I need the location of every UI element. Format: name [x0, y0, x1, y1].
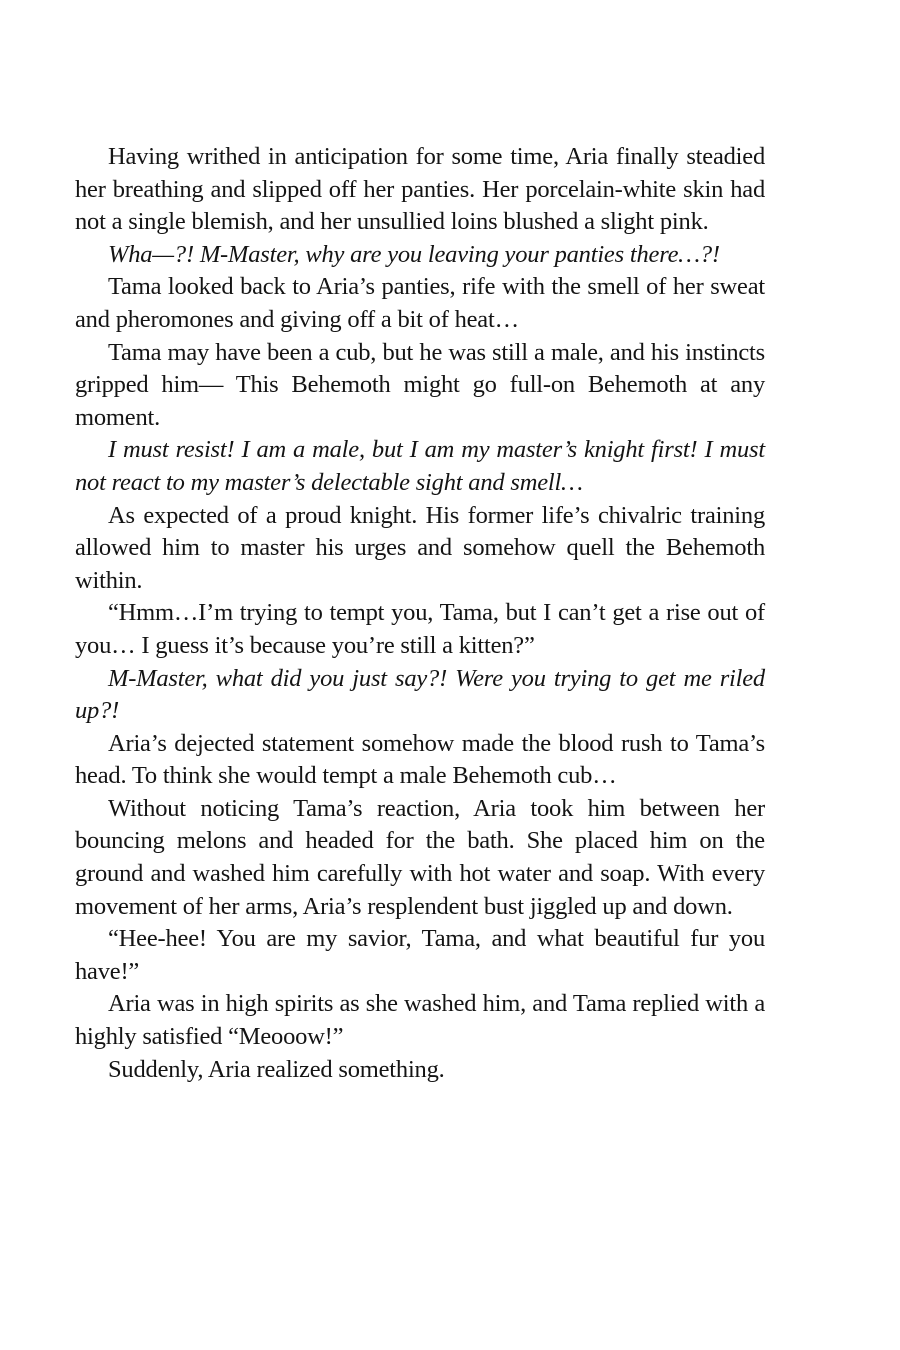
paragraph-5: I must resist! I am a male, but I am my master’s knight first! I must not react to my master’s delectable sight and smell… [75, 436, 765, 496]
paragraph-6: As expected of a proud knight. His former life’s chivalric training allowed him to master his urges and somehow quell the Behemoth within. [75, 501, 765, 594]
paragraph-11: “Hee-hee! You are my savior, Tama, and what beautiful fur you have!” [75, 925, 765, 985]
paragraph-8: M-Master, what did you just say?! Were you trying to get me riled up?! [75, 664, 765, 725]
paragraph-1: Having writhed in anticipation for some time, Aria finally steadied her breathing and slipped off her panties. Her porcelain-white skin had not a single blemish, and her unsullied loins blushed a slight pink. [75, 143, 765, 236]
paragraph-7: “Hmm…I’m trying to tempt you, Tama, but I can’t get a rise out of you… I guess it’s because you’re still a kitten?” [75, 599, 765, 659]
paragraph-10: Without noticing Tama’s reaction, Aria took him between her bouncing melons and headed for the bath. She placed him on the ground and washed him carefully with hot water and soap. With every movement of her arms, Aria’s resplendent bust jiggled up and down. [75, 794, 765, 920]
paragraph-3: Tama looked back to Aria’s panties, rife with the smell of her sweat and pheromones and giving off a bit of heat… [75, 273, 765, 333]
paragraph-4: Tama may have been a cub, but he was still a male, and his instincts gripped him— This Behemoth might go full-on Behemoth at any moment. [75, 338, 765, 431]
paragraph-2: Wha—?! M-Master, why are you leaving your panties there…?! [108, 240, 720, 268]
page-text [75, 141, 765, 1086]
paragraph-9: Aria’s dejected statement somehow made the blood rush to Tama’s head. To think she would tempt a male Behemoth cub… [75, 729, 765, 790]
paragraph-13: Suddenly, Aria realized something. [108, 1055, 445, 1083]
paragraph-12: Aria was in high spirits as she washed him, and Tama replied with a highly satisfied “Meooow!” [75, 990, 765, 1051]
